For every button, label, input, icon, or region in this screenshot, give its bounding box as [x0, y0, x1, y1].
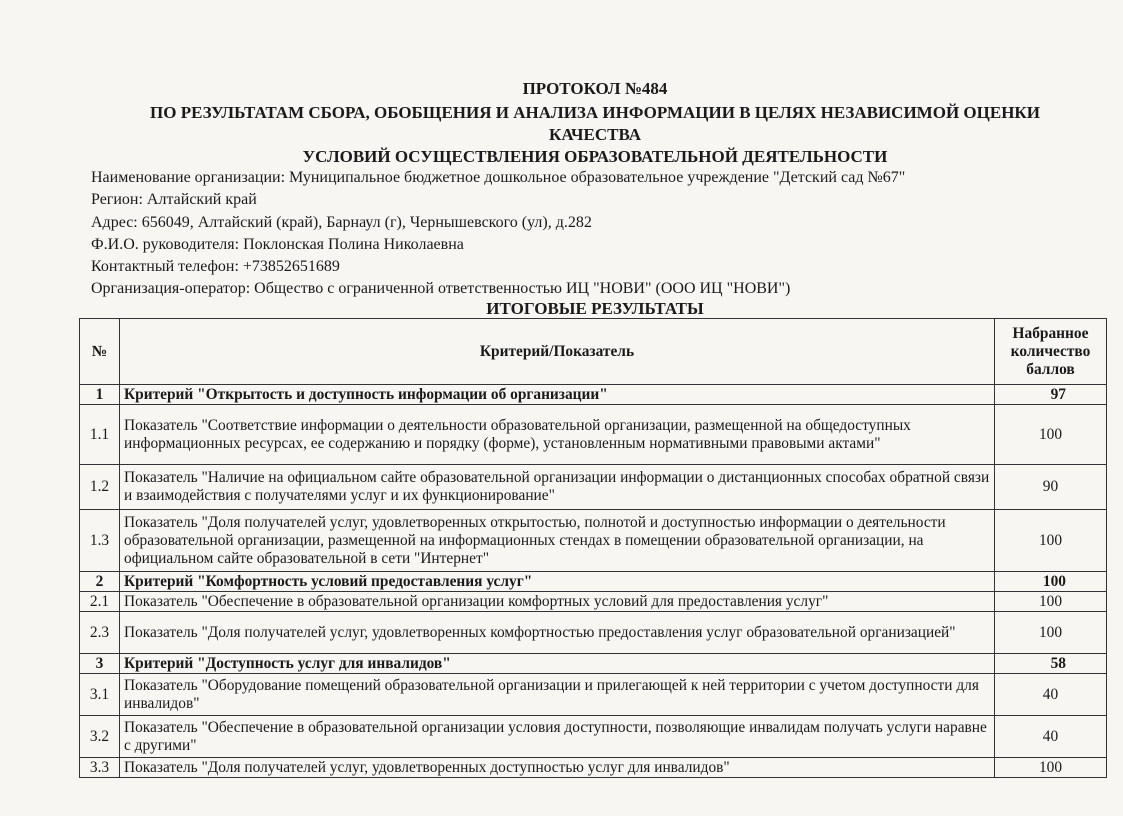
row-num: 1.3 — [80, 510, 120, 572]
row-num: 2 — [80, 572, 120, 592]
protocol-subtitle-line2: КАЧЕСТВА — [549, 125, 641, 144]
table-row — [80, 465, 1107, 510]
table-row — [80, 592, 1107, 612]
row-num: 1.1 — [80, 405, 120, 465]
organization-director: Ф.И.О. руководителя: Поклонская Полина Николаевна — [91, 235, 464, 253]
row-score: 100 — [995, 592, 1107, 612]
row-num: 2.3 — [80, 612, 120, 654]
row-num: 3.2 — [80, 716, 120, 758]
row-text: Показатель "Доля получателей услуг, удовлетворенных комфортностью предоставления услуг образовательной организацией" — [120, 612, 995, 654]
row-score: 40 — [995, 674, 1107, 716]
row-score: 100 — [995, 405, 1107, 465]
row-text: Показатель "Обеспечение в образовательной организации условия доступности, позволяющие инвалидам получать услуги наравне с другими" — [120, 716, 995, 758]
table-header-row — [80, 319, 1107, 385]
row-score: 58 — [995, 654, 1107, 674]
results-title: ИТОГОВЫЕ РЕЗУЛЬТАТЫ — [486, 299, 704, 318]
row-text: Показатель "Оборудование помещений образовательной организации и прилегающей к ней территории с учетом доступности для инвалидов" — [120, 674, 995, 716]
row-num: 3 — [80, 654, 120, 674]
header-criterion: Критерий/Показатель — [120, 319, 995, 385]
protocol-title: ПРОТОКОЛ №484 — [522, 79, 668, 98]
row-score: 97 — [995, 385, 1107, 405]
row-score: 100 — [995, 758, 1107, 778]
row-text: Показатель "Доля получателей услуг, удовлетворенных доступностью услуг для инвалидов" — [120, 758, 995, 778]
table-row — [80, 716, 1107, 758]
table-row — [80, 654, 1107, 674]
row-num: 1 — [80, 385, 120, 405]
organization-region: Регион: Алтайский край — [91, 191, 257, 209]
organization-name: Наименование организации: Муниципальное бюджетное дошкольное образовательное учреждение "Детский сад №67" — [91, 169, 906, 186]
table-row — [80, 572, 1107, 592]
row-score: 100 — [995, 572, 1107, 592]
row-text: Показатель "Наличие на официальном сайте образовательной организации информации о дистанционных способах обратной связи и взаимодействия с получателями услуг и их функционирование" — [120, 465, 995, 510]
organization-operator: Организация-оператор: Общество с ограниченной ответственностью ИЦ "НОВИ" (ООО ИЦ "НОВИ") — [91, 280, 791, 298]
organization-phone: Контактный телефон: +73852651689 — [91, 258, 340, 276]
table-row — [80, 758, 1107, 778]
row-score: 40 — [995, 716, 1107, 758]
row-num: 3.3 — [80, 758, 120, 778]
protocol-subtitle-line1: ПО РЕЗУЛЬТАТАМ СБОРА, ОБОБЩЕНИЯ И АНАЛИЗА ИНФОРМАЦИИ В ЦЕЛЯХ НЕЗАВИСИМОЙ ОЦЕНКИ — [150, 103, 1040, 122]
row-score: 90 — [995, 465, 1107, 510]
row-text: Показатель "Обеспечение в образовательной организации комфортных условий для предоставления услуг" — [120, 592, 995, 612]
organization-address: Адрес: 656049, Алтайский (край), Барнаул (г), Чернышевского (ул), д.282 — [91, 213, 592, 231]
row-num: 2.1 — [80, 592, 120, 612]
row-text: Критерий "Доступность услуг для инвалидов" — [120, 654, 995, 674]
table-row — [80, 385, 1107, 405]
row-score: 100 — [995, 612, 1107, 654]
row-text: Критерий "Открытость и доступность информации об организации" — [120, 385, 995, 405]
table-row — [80, 674, 1107, 716]
table-row — [80, 612, 1107, 654]
table-row — [80, 405, 1107, 465]
header-score: Набранное количество баллов — [995, 319, 1107, 385]
header-num: № — [80, 319, 120, 385]
row-text: Показатель "Соответствие информации о деятельности образовательной организации, размещенной на общедоступных информационных ресурсах, ее содержанию и порядку (форме), установленным нормативными правовыми актами" — [120, 405, 995, 465]
protocol-subtitle-line3: УСЛОВИЙ ОСУЩЕСТВЛЕНИЯ ОБРАЗОВАТЕЛЬНОЙ ДЕЯТЕЛЬНОСТИ — [302, 147, 888, 166]
row-num: 1.2 — [80, 465, 120, 510]
table-row — [80, 510, 1107, 572]
row-text: Критерий "Комфортность условий предоставления услуг" — [120, 572, 995, 592]
organization-info — [91, 167, 905, 301]
row-score: 100 — [995, 510, 1107, 572]
row-text: Показатель "Доля получателей услуг, удовлетворенных открытостью, полнотой и доступностью информации о деятельности образовательной организации, размещенной на информационных стендах в помещении образовательной организации, на официальном сайте образовательной в сети "Интернет" — [120, 510, 995, 572]
results-table — [79, 318, 1107, 778]
row-num: 3.1 — [80, 674, 120, 716]
